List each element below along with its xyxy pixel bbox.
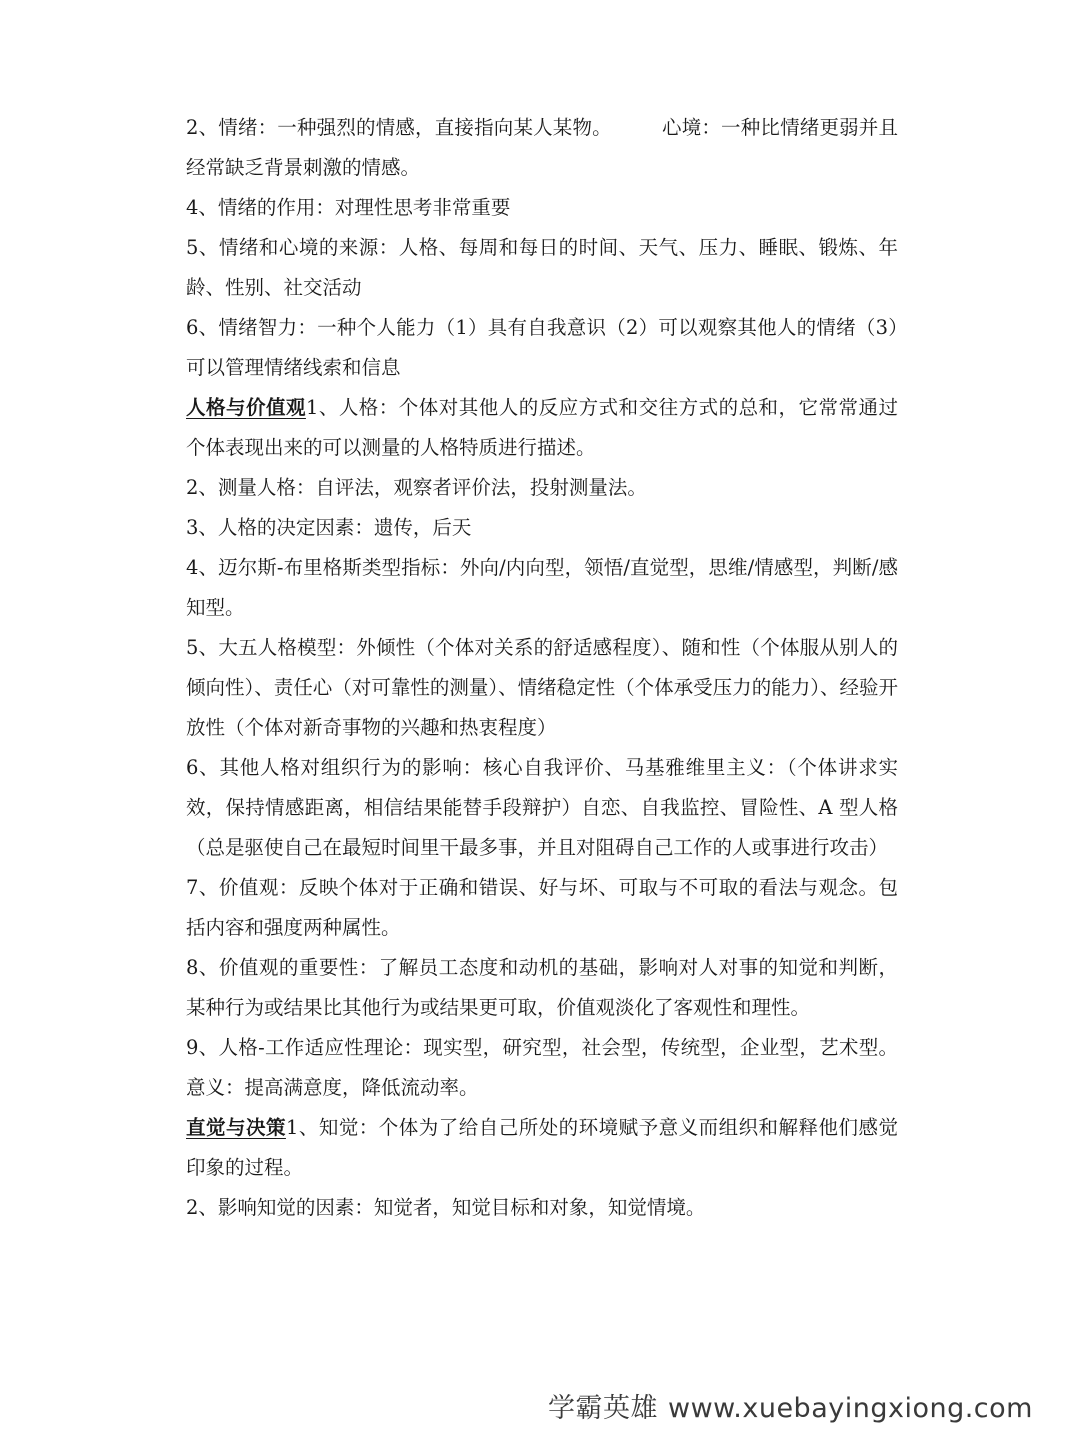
paragraph-big-five: 5、大五人格模型：外倾性（个体对关系的舒适感程度）、随和性（个体服从别人的倾向性）、责任心（对可靠性的测量）、情绪稳定性（个体承受压力的能力）、经验开放性（个体对新奇事物的兴趣和热衷程度） xyxy=(186,636,898,739)
footer-url: www.xuebayingxiong.com xyxy=(668,1393,1033,1424)
paragraph-emotion-definition: 2、情绪：一种强烈的情感，直接指向某人某物。 心境：一种比情绪更弱并且经常缺乏背景刺激的情感。 xyxy=(186,116,898,179)
paragraph-emotional-intelligence: 6、情绪智力：一种个人能力（1）具有自我意识（2）可以观察其他人的情绪（3）可以管理情绪线索和信息 xyxy=(186,316,898,379)
paragraph-emotion-function: 4、情绪的作用：对理性思考非常重要 xyxy=(186,196,511,219)
paragraph-values-definition: 7、价值观：反映个体对于正确和错误、好与坏、可取与不可取的看法与观念。包括内容和强度两种属性。 xyxy=(186,876,898,939)
footer-watermark xyxy=(548,1386,1033,1425)
paragraph-emotion-sources: 5、情绪和心境的来源：人格、每周和每日的时间、天气、压力、睡眠、锻炼、年龄、性别、社交活动 xyxy=(186,236,898,299)
paragraph-measuring-personality: 2、测量人格：自评法，观察者评价法，投射测量法。 xyxy=(186,476,647,499)
section-heading-personality-values: 人格与价值观 xyxy=(186,396,306,419)
paragraph-perception-factors: 2、影响知觉的因素：知觉者，知觉目标和对象，知觉情境。 xyxy=(186,1196,706,1219)
section-heading-perception-decision: 直觉与决策 xyxy=(186,1116,286,1139)
footer-brand: 学霸英雄 xyxy=(548,1393,658,1424)
paragraph-personality-definition: 人格与价值观1、人格：个体对其他人的反应方式和交往方式的总和，它常常通过个体表现出来的可以测量的人格特质进行描述。 xyxy=(186,396,898,459)
paragraph-person-job-fit: 9、人格-工作适应性理论：现实型，研究型，社会型，传统型，企业型，艺术型。意义：提高满意度，降低流动率。 xyxy=(186,1036,898,1099)
paragraph-personality-determinants: 3、人格的决定因素：遗传，后天 xyxy=(186,516,472,539)
paragraph-other-traits: 6、其他人格对组织行为的影响：核心自我评价、马基雅维里主义：（个体讲求实效，保持情感距离，相信结果能替手段辩护）自恋、自我监控、冒险性、A 型人格（总是驱使自己在最短时间里干最多事，并且对阻碍自己工作的人或事进行攻击） xyxy=(186,756,898,859)
document-body xyxy=(186,108,898,1228)
paragraph-values-importance: 8、价值观的重要性：了解员工态度和动机的基础，影响对人对事的知觉和判断，某种行为或结果比其他行为或结果更可取，价值观淡化了客观性和理性。 xyxy=(186,956,898,1019)
paragraph-mbti: 4、迈尔斯-布里格斯类型指标：外向/内向型，领悟/直觉型，思维/情感型，判断/感知型。 xyxy=(186,556,898,619)
paragraph-perception-definition: 直觉与决策1、知觉：个体为了给自己所处的环境赋予意义而组织和解释他们感觉印象的过程。 xyxy=(186,1116,898,1179)
